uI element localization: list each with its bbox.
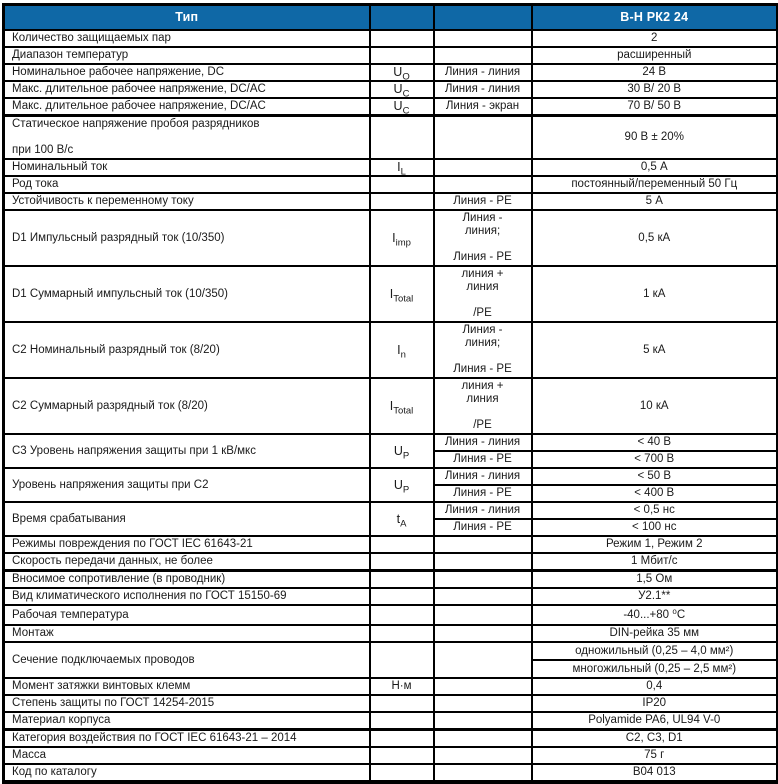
cell: Устойчивость к переменному току [4, 193, 370, 210]
cell: $I_L$ [370, 159, 434, 176]
col-header-type: Тип [4, 5, 370, 30]
cell: < 700 В [532, 451, 778, 468]
cell: Линия - PE [434, 451, 532, 468]
cell: С2 Суммарный разрядный ток (8/20) [4, 378, 370, 434]
cell: 1,5 Ом [532, 571, 778, 589]
cell: расширенный [532, 47, 778, 64]
cell: С2, С3, D1 [532, 730, 778, 748]
cell: Время срабатывания [4, 502, 370, 536]
row-ip-rating [4, 695, 778, 712]
cell: Масса [4, 747, 370, 764]
cell: Линия - PE [434, 485, 532, 502]
cell: одножильный (0,25 – 4,0 мм²) [532, 642, 778, 660]
cell: Макс. длительное рабочее напряжение, DC/AC [4, 81, 370, 98]
header-row [4, 5, 778, 30]
cell: Линия - линия; Линия - PE [434, 210, 532, 266]
cell: Линия - PE [434, 193, 532, 210]
cell [434, 47, 532, 64]
cell [370, 730, 434, 748]
row-c2-total-discharge-current [4, 378, 778, 434]
cell: Номинальный ток [4, 159, 370, 176]
row-insertion-resistance [4, 571, 778, 589]
cell: < 400 В [532, 485, 778, 502]
row-d1-total-impulse-current [4, 266, 778, 322]
cell: DIN-рейка 35 мм [532, 625, 778, 642]
row-max-voltage-line-line [4, 81, 778, 98]
cell: Диапазон температур [4, 47, 370, 64]
cell: линия + линия /PE [434, 266, 532, 322]
cell: $U_C$ [370, 81, 434, 98]
cell: IP20 [532, 695, 778, 712]
cell [370, 712, 434, 730]
spec-table [2, 3, 778, 784]
cell: Вид климатического исполнения по ГОСТ 15150-69 [4, 588, 370, 605]
cell [370, 193, 434, 210]
row-nominal-operating-voltage [4, 64, 778, 81]
cell [370, 747, 434, 764]
cell [434, 747, 532, 764]
cell: < 40 В [532, 434, 778, 451]
cell [434, 605, 532, 625]
row-operating-temperature [4, 605, 778, 625]
cell: Линия - линия; Линия - PE [434, 322, 532, 378]
cell: $U_C$ [370, 98, 434, 116]
row-max-voltage-line-screen [4, 98, 778, 116]
cell: Статическое напряжение пробоя разрядников при 100 В/с [4, 115, 370, 159]
cell [370, 588, 434, 605]
cell [370, 176, 434, 193]
cell: С2 Номинальный разрядный ток (8/20) [4, 322, 370, 378]
row-c2-protection-level-1 [4, 468, 778, 485]
row-housing-material [4, 712, 778, 730]
row-tightening-torque [4, 678, 778, 695]
cell: D1 Импульсный разрядный ток (10/350) [4, 210, 370, 266]
cell [434, 30, 532, 47]
cell: Момент затяжки винтовых клемм [4, 678, 370, 695]
cell [434, 176, 532, 193]
row-ac-withstand [4, 193, 778, 210]
cell: Монтаж [4, 625, 370, 642]
row-protected-pairs [4, 30, 778, 47]
cell [434, 159, 532, 176]
cell: $I_{Total}$ [370, 266, 434, 322]
cell: Polyamide PA6, UL94 V-0 [532, 712, 778, 730]
cell [370, 642, 434, 678]
row-data-rate [4, 553, 778, 571]
row-static-breakdown-voltage [4, 115, 778, 159]
cell: многожильный (0,25 – 2,5 мм²) [532, 660, 778, 678]
cell [434, 625, 532, 642]
cell [370, 571, 434, 589]
spec-table-body [4, 5, 778, 783]
col-header-symbol [370, 5, 434, 30]
cell: $I_n$ [370, 322, 434, 378]
cell: Степень защиты по ГОСТ 14254-2015 [4, 695, 370, 712]
cell: Код по каталогу [4, 764, 370, 782]
cell: 70 В/ 50 В [532, 98, 778, 116]
cell: $I_{imp}$ [370, 210, 434, 266]
cell: линия + линия /PE [434, 378, 532, 434]
cell [370, 30, 434, 47]
cell: Линия - линия [434, 468, 532, 485]
row-temperature-range [4, 47, 778, 64]
cell: Режим 1, Режим 2 [532, 536, 778, 553]
cell: 30 В/ 20 В [532, 81, 778, 98]
cell [370, 47, 434, 64]
row-climatic-category [4, 588, 778, 605]
cell: 2 [532, 30, 778, 47]
cell: < 0,5 нс [532, 502, 778, 519]
cell: $U_P$ [370, 434, 434, 468]
cell: Сечение подключаемых проводов [4, 642, 370, 678]
cell [434, 571, 532, 589]
cell: 90 В ± 20% [532, 115, 778, 159]
cell: 5 А [532, 193, 778, 210]
cell: Материал корпуса [4, 712, 370, 730]
cell: Род тока [4, 176, 370, 193]
cell: Номинальное рабочее напряжение, DC [4, 64, 370, 81]
cell: Линия - экран [434, 98, 532, 116]
row-mass [4, 747, 778, 764]
cell [370, 553, 434, 571]
row-impact-category [4, 730, 778, 748]
cell [434, 764, 532, 782]
cell [434, 712, 532, 730]
row-c3-protection-level-1 [4, 434, 778, 451]
cell: Линия - линия [434, 434, 532, 451]
cell: $I_{Total}$ [370, 378, 434, 434]
cell: 0,5 А [532, 159, 778, 176]
cell: 1 кА [532, 266, 778, 322]
cell [434, 642, 532, 678]
cell [434, 678, 532, 695]
row-failure-modes [4, 536, 778, 553]
cell: У2.1** [532, 588, 778, 605]
cell: Вносимое сопротивление (в проводник) [4, 571, 370, 589]
cell [370, 695, 434, 712]
cell [434, 115, 532, 159]
cell: 10 кА [532, 378, 778, 434]
cell: постоянный/переменный 50 Гц [532, 176, 778, 193]
cell: С3 Уровень напряжения защиты при 1 кВ/мкс [4, 434, 370, 468]
cell: Н·м [370, 678, 434, 695]
cell [370, 115, 434, 159]
cell: 75 г [532, 747, 778, 764]
cell: 5 кА [532, 322, 778, 378]
col-header-condition [434, 5, 532, 30]
cell: Категория воздействия по ГОСТ IEC 61643-21 – 2014 [4, 730, 370, 748]
cell [434, 730, 532, 748]
cell: 24 В [532, 64, 778, 81]
cell: Количество защищаемых пар [4, 30, 370, 47]
cell: Режимы повреждения по ГОСТ IEC 61643-21 [4, 536, 370, 553]
cell: $t_A$ [370, 502, 434, 536]
cell [434, 588, 532, 605]
cell [434, 553, 532, 571]
cell [434, 695, 532, 712]
cell: B04 013 [532, 764, 778, 782]
row-mounting [4, 625, 778, 642]
cell: Линия - линия [434, 64, 532, 81]
cell [370, 625, 434, 642]
cell [434, 536, 532, 553]
cell: Линия - PE [434, 519, 532, 536]
row-current-type [4, 176, 778, 193]
cell: < 100 нс [532, 519, 778, 536]
cell: Скорость передачи данных, не более [4, 553, 370, 571]
cell: $U_P$ [370, 468, 434, 502]
row-c2-nominal-discharge-current [4, 322, 778, 378]
cell: 0,4 [532, 678, 778, 695]
row-response-time-1 [4, 502, 778, 519]
cell: -40...+80 ⁰С [532, 605, 778, 625]
row-catalog-code [4, 764, 778, 782]
cell [370, 536, 434, 553]
cell [370, 605, 434, 625]
row-nominal-current [4, 159, 778, 176]
cell: Линия - линия [434, 81, 532, 98]
cell: D1 Суммарный импульсный ток (10/350) [4, 266, 370, 322]
row-d1-impulse-current [4, 210, 778, 266]
cell: < 50 В [532, 468, 778, 485]
cell: Линия - линия [434, 502, 532, 519]
col-header-model: В-Н РК2 24 [532, 5, 778, 30]
cell: $U_O$ [370, 64, 434, 81]
cell: 0,5 кА [532, 210, 778, 266]
row-wire-cross-section-1 [4, 642, 778, 660]
cell: Уровень напряжения защиты при С2 [4, 468, 370, 502]
cell: Рабочая температура [4, 605, 370, 625]
cell [370, 764, 434, 782]
cell: 1 Мбит/с [532, 553, 778, 571]
cell: Макс. длительное рабочее напряжение, DC/AC [4, 98, 370, 116]
